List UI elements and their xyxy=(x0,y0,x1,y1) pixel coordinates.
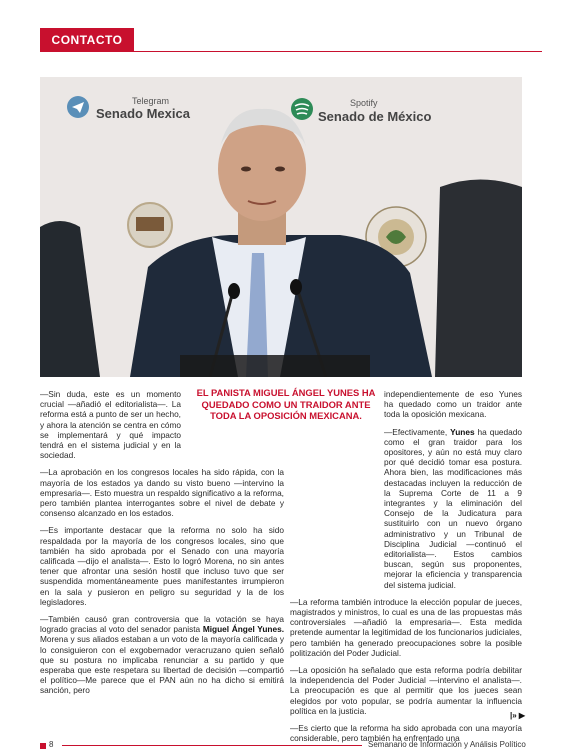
banner-left-top: Telegram xyxy=(132,96,170,106)
highlighted-name: Miguel Ángel Yunes. xyxy=(202,624,284,635)
paragraph-text: ha quedado como el gran traidor para los opositores, y aún no está muy claro por qué decidió tomar esa postura. Ahora bien, las modificaciones más destacadas incluyen la reducción de la Suprema Corte de 11 a 9 integrantes y la eliminación del Consejo de la Judicatura para sustituirlo con un nuevo órgano administrativo y un Tribunal de Disciplina Judicial —continuó el editorialista—. Estos cambios buscan, según sus proponentes, mejorar la eficiencia y transparencia del sistema judicial. xyxy=(384,426,522,590)
right-column xyxy=(290,389,522,750)
paragraph xyxy=(384,427,522,590)
banner-right-top: Spotify xyxy=(350,98,378,108)
section-tag: CONTACTO xyxy=(40,28,134,52)
banner-left-bottom: Senado Mexica xyxy=(96,106,190,121)
highlighted-name: Yunes xyxy=(450,426,475,437)
paragraph-text: —También causó gran controversia que la votación se haya logrado gracias al voto del senador panista xyxy=(40,614,284,635)
paragraph: —Es importante destacar que la reforma no solo ha sido respaldada por la mayoría de los congresos locales, sino que también ha sido aprobada por el Senado con una mayoría calificada —dijo el analista—. Esto lo logró Morena, no sin antes tener que afrontar una sesión hostil que incluso tuvo que ser suspendida momentáneamente pues manifestantes irrumpieron en la sala y pusieron en peligro su seguridad y la de los legisladores. xyxy=(40,525,284,607)
footer-marker xyxy=(40,743,46,749)
article-photo xyxy=(40,77,522,377)
page-number: 8 xyxy=(49,740,54,749)
paragraph: —La oposición ha señalado que esta reforma podría debilitar la independencia del Poder Judicial —intervino el analista—. La preocupación es que al permitir que los jueces sean elegidos por voto popular, se podría aumentar la influencia política en la justicia. xyxy=(290,665,522,716)
paragraph-text: Morena y sus aliados estaban a un voto de la mayoría calificada y lo consiguieron con el exgobernador veracruzano quien señaló que su postura no implicaba renunciar a su partido y que esperaba que este respetara su libertad de decisión —compartió el político—Me parece que el PAN aún no ha dicho si emitirá sanción, pero xyxy=(40,634,284,696)
paragraph: independientemente de eso Yunes ha quedado como un traidor ante toda la oposición mexicana. xyxy=(384,389,522,420)
section-divider xyxy=(134,51,542,52)
pull-quote: EL PANISTA MIGUEL ÁNGEL YUNES HA QUEDADO COMO UN TRAIDOR ANTE TODA LA OPOSICIÓN MEXICANA. xyxy=(196,387,376,421)
left-column xyxy=(40,389,284,703)
banner-right-bottom: Senado de México xyxy=(318,109,432,124)
paragraph: —Es cierto que la reforma ha sido aprobada con una mayoría considerable, pero también ha enfrentado una xyxy=(290,723,522,744)
paragraph: —La aprobación en los congresos locales ha sido rápida, con la mayoría de los estados ya dando su visto bueno —intervino la empresaria—. Esto muestra un respaldo significativo a la reforma, pero también plantea interrogantes sobre el nivel de debate y consenso alcanzado en los estados. xyxy=(40,467,284,519)
continue-arrow-icon: |» ▶ xyxy=(510,711,526,720)
publication-name: Semanario de Información y Análisis Político xyxy=(368,740,526,749)
footer-divider xyxy=(62,745,362,746)
paragraph xyxy=(40,614,284,696)
paragraph-text: —Efectivamente, xyxy=(384,426,451,437)
paragraph: —La reforma también introduce la elección popular de jueces, magistrados y ministros, lo cual es una de las propuestas más controversiales —añadió la empresaria—. Esta medida pretende aumentar la legitimidad de los funcionarios judiciales, pero también ha generado preocupaciones sobre la posible politización del Poder Judicial. xyxy=(290,596,522,658)
paragraph: —Sin duda, este es un momento crucial —añadió el editorialista—. La reforma está a punto de ser un hecho, y ahora la atención se centra en cómo se implementará y qué impacto tendrá en el sistema judicial y en la sociedad. xyxy=(40,389,181,461)
